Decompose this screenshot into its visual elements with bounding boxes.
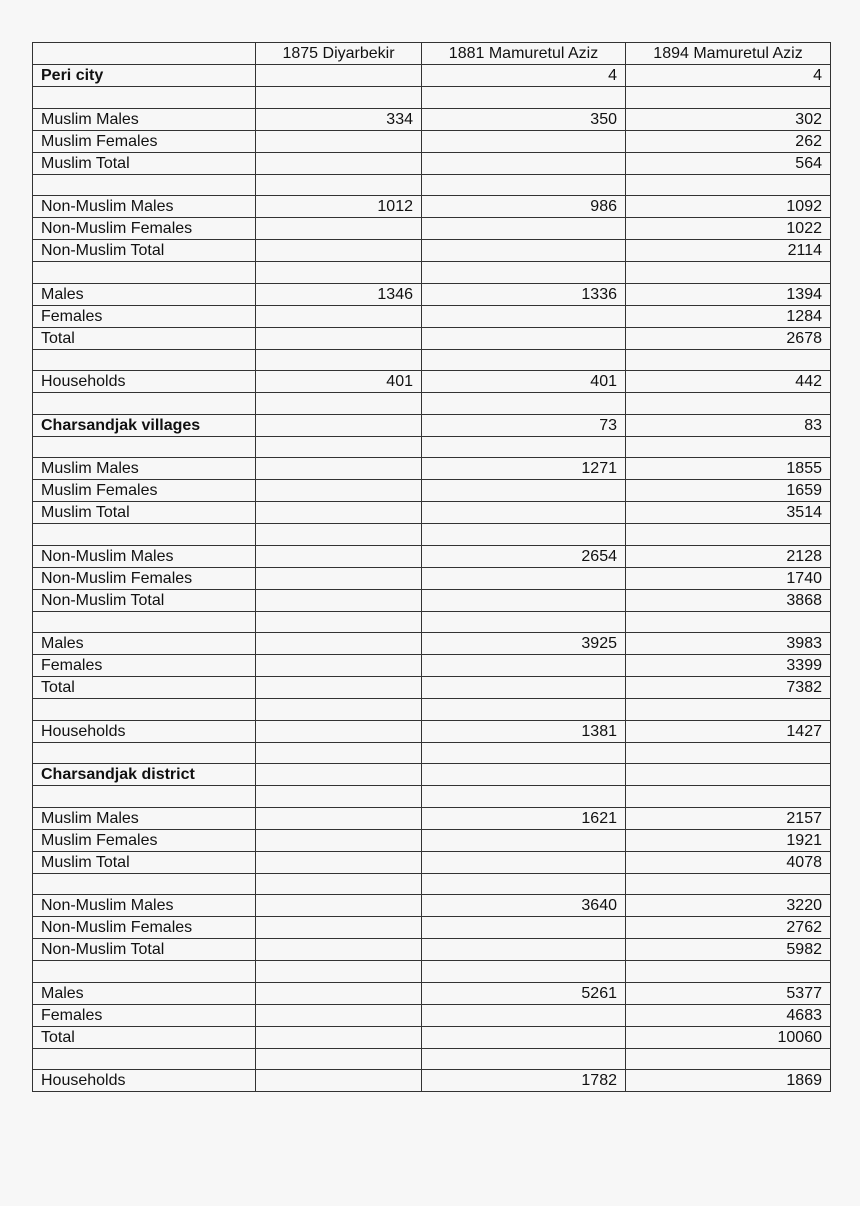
value-cell-1894: 3983 — [626, 633, 831, 655]
row-label-cell: Muslim Females — [33, 480, 256, 502]
value-cell-1875 — [256, 829, 422, 851]
row-label-cell: Muslim Females — [33, 130, 256, 152]
row-label-cell: Females — [33, 1004, 256, 1026]
value-cell-1881 — [422, 480, 626, 502]
value-cell-1875 — [256, 655, 422, 677]
table-header-row — [33, 43, 831, 65]
row-label-cell — [33, 786, 256, 808]
header-cell-1894: 1894 Mamuretul Aziz — [626, 43, 831, 65]
value-cell-1881 — [422, 174, 626, 196]
value-cell-1875 — [256, 633, 422, 655]
row-label-cell: Muslim Males — [33, 807, 256, 829]
row-label-cell: Females — [33, 655, 256, 677]
value-cell-1875 — [256, 65, 422, 87]
value-cell-1875: 1012 — [256, 196, 422, 218]
value-cell-1875 — [256, 873, 422, 895]
row-label-cell: Non-Muslim Total — [33, 240, 256, 262]
row-label-cell — [33, 262, 256, 284]
value-cell-1894 — [626, 1048, 831, 1070]
value-cell-1875 — [256, 961, 422, 983]
table-row — [33, 829, 831, 851]
value-cell-1881: 2654 — [422, 545, 626, 567]
table-row — [33, 982, 831, 1004]
value-cell-1894: 3868 — [626, 589, 831, 611]
value-cell-1875 — [256, 502, 422, 524]
value-cell-1894: 1284 — [626, 305, 831, 327]
row-label-cell — [33, 1048, 256, 1070]
value-cell-1894: 4078 — [626, 851, 831, 873]
row-label-cell: Males — [33, 283, 256, 305]
table-row — [33, 677, 831, 699]
value-cell-1894: 1659 — [626, 480, 831, 502]
value-cell-1875 — [256, 982, 422, 1004]
row-label-cell: Non-Muslim Females — [33, 218, 256, 240]
section-header-row — [33, 414, 831, 436]
table-row — [33, 720, 831, 742]
value-cell-1875 — [256, 699, 422, 721]
table-row — [33, 1070, 831, 1092]
value-cell-1894: 1855 — [626, 458, 831, 480]
value-cell-1894 — [626, 611, 831, 633]
value-cell-1894: 262 — [626, 130, 831, 152]
spacer-row — [33, 611, 831, 633]
table-row — [33, 502, 831, 524]
value-cell-1875 — [256, 1004, 422, 1026]
value-cell-1881 — [422, 567, 626, 589]
row-label-cell: Muslim Males — [33, 108, 256, 130]
row-label-cell: Non-Muslim Total — [33, 589, 256, 611]
value-cell-1875 — [256, 130, 422, 152]
value-cell-1881: 73 — [422, 414, 626, 436]
value-cell-1881 — [422, 873, 626, 895]
value-cell-1875 — [256, 764, 422, 786]
section-header-row — [33, 764, 831, 786]
value-cell-1875 — [256, 939, 422, 961]
population-table — [32, 42, 831, 1092]
value-cell-1875: 1346 — [256, 283, 422, 305]
value-cell-1881: 986 — [422, 196, 626, 218]
value-cell-1881 — [422, 786, 626, 808]
value-cell-1881 — [422, 677, 626, 699]
row-label-cell: Non-Muslim Males — [33, 196, 256, 218]
table-row — [33, 655, 831, 677]
value-cell-1875 — [256, 152, 422, 174]
table-row — [33, 480, 831, 502]
value-cell-1894: 2678 — [626, 327, 831, 349]
value-cell-1875 — [256, 458, 422, 480]
row-label-cell: Non-Muslim Total — [33, 939, 256, 961]
header-cell-1875: 1875 Diyarbekir — [256, 43, 422, 65]
section-header-row — [33, 65, 831, 87]
row-label-cell: Males — [33, 982, 256, 1004]
value-cell-1894: 1427 — [626, 720, 831, 742]
table-body — [33, 65, 831, 1092]
row-label-cell: Males — [33, 633, 256, 655]
value-cell-1875 — [256, 174, 422, 196]
spacer-row — [33, 174, 831, 196]
value-cell-1894: 302 — [626, 108, 831, 130]
value-cell-1894: 7382 — [626, 677, 831, 699]
table-row — [33, 327, 831, 349]
value-cell-1881: 4 — [422, 65, 626, 87]
table-row — [33, 589, 831, 611]
value-cell-1894 — [626, 349, 831, 371]
row-label-cell: Charsandjak villages — [33, 414, 256, 436]
row-label-cell — [33, 961, 256, 983]
header-cell-1881: 1881 Mamuretul Aziz — [422, 43, 626, 65]
value-cell-1875 — [256, 589, 422, 611]
value-cell-1875 — [256, 262, 422, 284]
spacer-row — [33, 742, 831, 764]
value-cell-1894 — [626, 786, 831, 808]
value-cell-1894: 3220 — [626, 895, 831, 917]
value-cell-1875 — [256, 436, 422, 458]
row-label-cell: Muslim Total — [33, 502, 256, 524]
value-cell-1881 — [422, 502, 626, 524]
row-label-cell — [33, 393, 256, 415]
table-row — [33, 807, 831, 829]
value-cell-1875 — [256, 1048, 422, 1070]
value-cell-1875 — [256, 1026, 422, 1048]
value-cell-1894: 10060 — [626, 1026, 831, 1048]
value-cell-1894 — [626, 873, 831, 895]
value-cell-1894: 83 — [626, 414, 831, 436]
value-cell-1875 — [256, 742, 422, 764]
value-cell-1894 — [626, 524, 831, 546]
value-cell-1881 — [422, 1048, 626, 1070]
value-cell-1881: 1381 — [422, 720, 626, 742]
spacer-row — [33, 786, 831, 808]
value-cell-1894 — [626, 436, 831, 458]
row-label-cell — [33, 742, 256, 764]
row-label-cell: Muslim Females — [33, 829, 256, 851]
value-cell-1875 — [256, 567, 422, 589]
table-row — [33, 130, 831, 152]
value-cell-1875 — [256, 87, 422, 109]
row-label-cell — [33, 524, 256, 546]
value-cell-1894: 2114 — [626, 240, 831, 262]
table-row — [33, 371, 831, 393]
value-cell-1875 — [256, 393, 422, 415]
value-cell-1881 — [422, 611, 626, 633]
row-label-cell — [33, 611, 256, 633]
value-cell-1881 — [422, 764, 626, 786]
value-cell-1875 — [256, 851, 422, 873]
value-cell-1894: 1869 — [626, 1070, 831, 1092]
value-cell-1881 — [422, 130, 626, 152]
value-cell-1894 — [626, 961, 831, 983]
value-cell-1875 — [256, 545, 422, 567]
row-label-cell: Muslim Males — [33, 458, 256, 480]
value-cell-1881 — [422, 305, 626, 327]
spacer-row — [33, 87, 831, 109]
value-cell-1881: 3925 — [422, 633, 626, 655]
value-cell-1881 — [422, 240, 626, 262]
row-label-cell: Charsandjak district — [33, 764, 256, 786]
value-cell-1894: 1921 — [626, 829, 831, 851]
value-cell-1881 — [422, 655, 626, 677]
value-cell-1875 — [256, 349, 422, 371]
row-label-cell: Peri city — [33, 65, 256, 87]
value-cell-1894: 3514 — [626, 502, 831, 524]
value-cell-1881: 401 — [422, 371, 626, 393]
table-row — [33, 917, 831, 939]
value-cell-1894: 1022 — [626, 218, 831, 240]
spacer-row — [33, 524, 831, 546]
table-row — [33, 545, 831, 567]
value-cell-1875 — [256, 895, 422, 917]
spacer-row — [33, 1048, 831, 1070]
value-cell-1881: 3640 — [422, 895, 626, 917]
spacer-row — [33, 349, 831, 371]
row-label-cell — [33, 349, 256, 371]
value-cell-1875 — [256, 414, 422, 436]
value-cell-1894: 5982 — [626, 939, 831, 961]
table-row — [33, 240, 831, 262]
row-label-cell: Total — [33, 1026, 256, 1048]
value-cell-1875 — [256, 786, 422, 808]
value-cell-1875 — [256, 807, 422, 829]
spacer-row — [33, 961, 831, 983]
table-row — [33, 283, 831, 305]
table-row — [33, 458, 831, 480]
spacer-row — [33, 262, 831, 284]
value-cell-1881 — [422, 436, 626, 458]
row-label-cell: Non-Muslim Females — [33, 567, 256, 589]
spacer-row — [33, 699, 831, 721]
row-label-cell: Muslim Total — [33, 851, 256, 873]
table-row — [33, 633, 831, 655]
value-cell-1881 — [422, 589, 626, 611]
value-cell-1881: 1271 — [422, 458, 626, 480]
value-cell-1894 — [626, 742, 831, 764]
row-label-cell: Non-Muslim Males — [33, 545, 256, 567]
value-cell-1875 — [256, 218, 422, 240]
value-cell-1881: 1621 — [422, 807, 626, 829]
value-cell-1881: 1782 — [422, 1070, 626, 1092]
row-label-cell: Total — [33, 327, 256, 349]
value-cell-1881 — [422, 152, 626, 174]
value-cell-1894 — [626, 764, 831, 786]
value-cell-1894: 2128 — [626, 545, 831, 567]
value-cell-1894 — [626, 699, 831, 721]
value-cell-1881 — [422, 742, 626, 764]
value-cell-1894 — [626, 262, 831, 284]
value-cell-1894: 2157 — [626, 807, 831, 829]
table-row — [33, 1004, 831, 1026]
row-label-cell — [33, 873, 256, 895]
row-label-cell: Non-Muslim Females — [33, 917, 256, 939]
value-cell-1881: 350 — [422, 108, 626, 130]
row-label-cell: Non-Muslim Males — [33, 895, 256, 917]
value-cell-1894: 564 — [626, 152, 831, 174]
spacer-row — [33, 393, 831, 415]
value-cell-1881 — [422, 87, 626, 109]
value-cell-1881 — [422, 699, 626, 721]
value-cell-1894: 1092 — [626, 196, 831, 218]
row-label-cell: Muslim Total — [33, 152, 256, 174]
table-row — [33, 939, 831, 961]
table-row — [33, 851, 831, 873]
value-cell-1881: 1336 — [422, 283, 626, 305]
value-cell-1881 — [422, 1004, 626, 1026]
value-cell-1881 — [422, 829, 626, 851]
value-cell-1894: 2762 — [626, 917, 831, 939]
value-cell-1881 — [422, 349, 626, 371]
row-label-cell — [33, 174, 256, 196]
table-row — [33, 895, 831, 917]
value-cell-1875 — [256, 1070, 422, 1092]
value-cell-1881 — [422, 961, 626, 983]
row-label-cell: Households — [33, 1070, 256, 1092]
value-cell-1894: 4683 — [626, 1004, 831, 1026]
value-cell-1894: 5377 — [626, 982, 831, 1004]
value-cell-1881 — [422, 939, 626, 961]
table-row — [33, 1026, 831, 1048]
value-cell-1894 — [626, 393, 831, 415]
table-row — [33, 108, 831, 130]
value-cell-1875 — [256, 917, 422, 939]
value-cell-1875 — [256, 611, 422, 633]
row-label-cell — [33, 87, 256, 109]
row-label-cell — [33, 699, 256, 721]
value-cell-1881 — [422, 218, 626, 240]
value-cell-1881 — [422, 262, 626, 284]
value-cell-1894: 4 — [626, 65, 831, 87]
row-label-cell: Females — [33, 305, 256, 327]
table-row — [33, 567, 831, 589]
value-cell-1875 — [256, 305, 422, 327]
value-cell-1875 — [256, 480, 422, 502]
row-label-cell — [33, 436, 256, 458]
value-cell-1894: 442 — [626, 371, 831, 393]
value-cell-1875 — [256, 524, 422, 546]
value-cell-1875 — [256, 677, 422, 699]
value-cell-1894: 3399 — [626, 655, 831, 677]
value-cell-1875: 401 — [256, 371, 422, 393]
value-cell-1881 — [422, 524, 626, 546]
row-label-cell: Households — [33, 720, 256, 742]
row-label-cell: Total — [33, 677, 256, 699]
table-row — [33, 305, 831, 327]
row-label-cell: Households — [33, 371, 256, 393]
value-cell-1875: 334 — [256, 108, 422, 130]
value-cell-1881 — [422, 327, 626, 349]
value-cell-1875 — [256, 327, 422, 349]
spacer-row — [33, 436, 831, 458]
table-row — [33, 152, 831, 174]
table-row — [33, 218, 831, 240]
value-cell-1894: 1740 — [626, 567, 831, 589]
value-cell-1881 — [422, 851, 626, 873]
spacer-row — [33, 873, 831, 895]
value-cell-1894 — [626, 87, 831, 109]
table-row — [33, 196, 831, 218]
value-cell-1881 — [422, 393, 626, 415]
value-cell-1894 — [626, 174, 831, 196]
value-cell-1881 — [422, 917, 626, 939]
value-cell-1881 — [422, 1026, 626, 1048]
header-cell-label — [33, 43, 256, 65]
value-cell-1875 — [256, 240, 422, 262]
value-cell-1881: 5261 — [422, 982, 626, 1004]
value-cell-1894: 1394 — [626, 283, 831, 305]
value-cell-1875 — [256, 720, 422, 742]
